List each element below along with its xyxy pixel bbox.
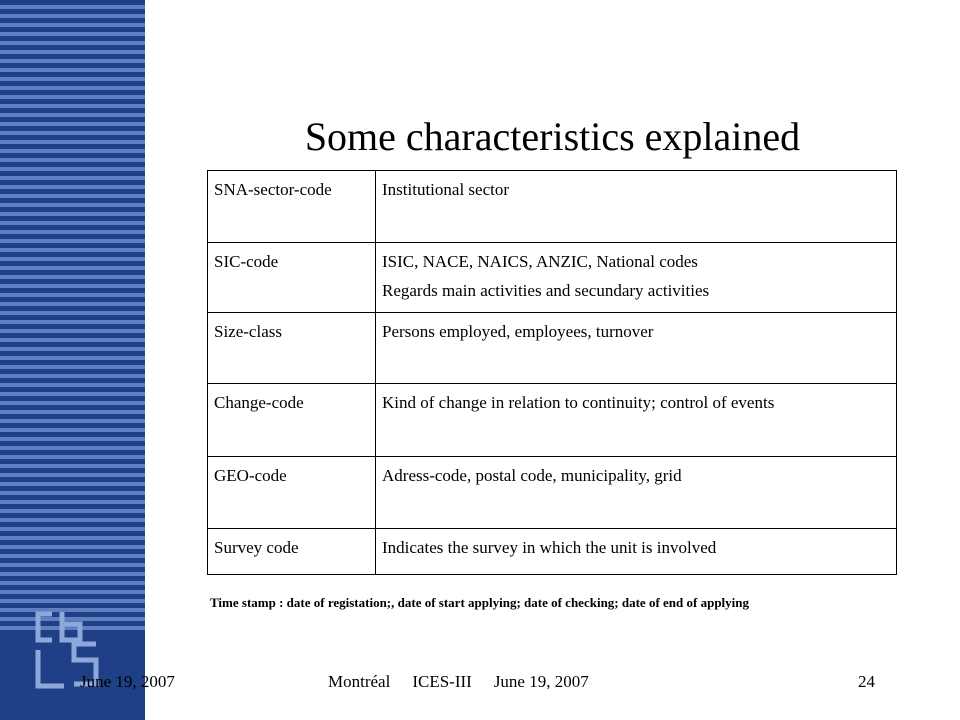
- table-row: [208, 457, 897, 529]
- table-row: [208, 243, 897, 313]
- row-value: [376, 384, 897, 457]
- sidebar-stripes: [0, 0, 175, 720]
- value-line: Kind of change in relation to continuity; control of events: [382, 393, 775, 412]
- footer-place: Montréal: [328, 672, 391, 691]
- key-text: Survey code: [214, 538, 299, 557]
- value-line: Institutional sector: [382, 180, 510, 199]
- page-number: 24: [858, 672, 875, 691]
- row-key: [208, 243, 376, 313]
- value-line: Regards main activities and secundary activities: [382, 281, 710, 300]
- table-row: [208, 313, 897, 384]
- characteristics-table: [207, 170, 897, 575]
- row-key: [208, 384, 376, 457]
- value-line: Indicates the survey in which the unit is involved: [382, 538, 717, 557]
- key-text: GEO-code: [214, 466, 287, 485]
- row-key: [208, 529, 376, 575]
- row-value: [376, 529, 897, 575]
- table-row: [208, 529, 897, 575]
- footer-date-left: June 19, 2007: [80, 672, 175, 691]
- row-value: [376, 313, 897, 384]
- time-stamp-note: Time stamp : date of registation;, date of start applying; date of checking; date of end of applying: [210, 595, 750, 610]
- table-row: [208, 384, 897, 457]
- row-value: [376, 171, 897, 243]
- value-line: Persons employed, employees, turnover: [382, 322, 654, 341]
- table-row: [208, 171, 897, 243]
- key-text: SNA-sector-code: [214, 180, 332, 199]
- value-line: Adress-code, postal code, municipality, grid: [382, 466, 682, 485]
- row-key: [208, 457, 376, 529]
- row-value: [376, 243, 897, 313]
- row-key: [208, 171, 376, 243]
- slide-title: Some characteristics explained: [304, 114, 801, 159]
- row-key: [208, 313, 376, 384]
- footer-event: ICES-III: [412, 672, 472, 691]
- footer-center: [328, 672, 589, 692]
- key-text: SIC-code: [214, 252, 279, 271]
- footer-date: June 19, 2007: [493, 672, 589, 691]
- key-text: Change-code: [214, 393, 304, 412]
- value-line: ISIC, NACE, NAICS, ANZIC, National codes: [382, 252, 698, 271]
- key-text: Size-class: [214, 322, 282, 341]
- row-value: [376, 457, 897, 529]
